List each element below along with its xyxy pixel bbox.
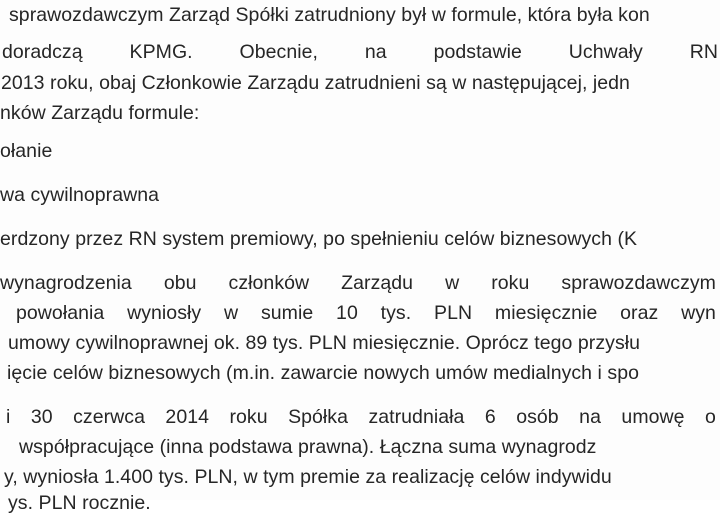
word: sumie bbox=[260, 302, 314, 324]
word: w bbox=[445, 272, 460, 294]
word: 2014 bbox=[165, 406, 210, 428]
word: Uchwały bbox=[568, 41, 643, 63]
word: osób bbox=[516, 406, 559, 428]
word: na bbox=[579, 406, 601, 428]
word: 30 bbox=[30, 406, 53, 428]
word: obu bbox=[163, 272, 197, 294]
word: zatrudniała bbox=[368, 406, 465, 428]
word: roku bbox=[229, 406, 268, 428]
word: miesięcznie bbox=[494, 302, 598, 324]
text-line-12 bbox=[6, 405, 716, 431]
word: doradczą bbox=[2, 41, 83, 63]
word: Zarządu bbox=[341, 272, 414, 294]
word: oraz bbox=[620, 302, 659, 324]
text-line-8 bbox=[0, 271, 716, 297]
word: 6 bbox=[484, 406, 496, 428]
list-item-1: ołanie bbox=[0, 140, 53, 162]
word: RN bbox=[689, 41, 718, 63]
list-item-2: wa cywilnoprawna bbox=[0, 184, 160, 206]
word: podstawie bbox=[433, 41, 522, 63]
word: PLN bbox=[434, 302, 473, 324]
word: wyn bbox=[681, 302, 716, 324]
list-item-3: erdzony przez RN system premiowy, po spełnieniu celów biznesowych (K bbox=[0, 228, 638, 250]
word: i bbox=[6, 406, 11, 428]
word: Obecnie, bbox=[239, 41, 318, 63]
text-line-15: ys. PLN rocznie. bbox=[8, 492, 151, 514]
word: Spółka bbox=[288, 406, 348, 428]
word: wyniosły bbox=[127, 302, 202, 324]
word: roku bbox=[491, 272, 530, 294]
text-line-3: 2013 roku, obaj Członkowie Zarządu zatrudnieni są w następującej, jedn bbox=[1, 72, 630, 94]
word: powołania bbox=[16, 302, 105, 324]
word: członków bbox=[228, 272, 310, 294]
word: na bbox=[364, 41, 387, 63]
word: sprawozdawczym bbox=[561, 272, 716, 294]
word: umowę bbox=[621, 406, 685, 428]
text-line-11: ięcie celów biznesowych (m.in. zawarcie nowych umów medialnych i spo bbox=[7, 362, 639, 384]
text-line-14: y, wyniosła 1.400 tys. PLN, w tym premie za realizację celów indywidu bbox=[4, 466, 612, 488]
word: czerwca bbox=[73, 406, 145, 428]
text-line-4: nków Zarządu formule: bbox=[0, 102, 200, 124]
text-line-13: współpracujące (inna podstawa prawna). Łączna suma wynagrodz bbox=[19, 436, 597, 458]
word: o bbox=[705, 406, 716, 428]
word: wynagrodzenia bbox=[0, 272, 132, 294]
word: KPMG. bbox=[129, 41, 193, 63]
text-line-9 bbox=[16, 301, 716, 327]
word: tys. bbox=[380, 302, 412, 324]
text-line-10: umowy cywilnoprawnej ok. 89 tys. PLN miesięcznie. Oprócz tego przysłu bbox=[8, 332, 641, 354]
text-line-2 bbox=[2, 40, 718, 66]
word: w bbox=[224, 302, 239, 324]
word: 10 bbox=[336, 302, 358, 324]
text-line-1: sprawozdawczym Zarząd Spółki zatrudniony był w formule, która była kon bbox=[9, 4, 650, 26]
